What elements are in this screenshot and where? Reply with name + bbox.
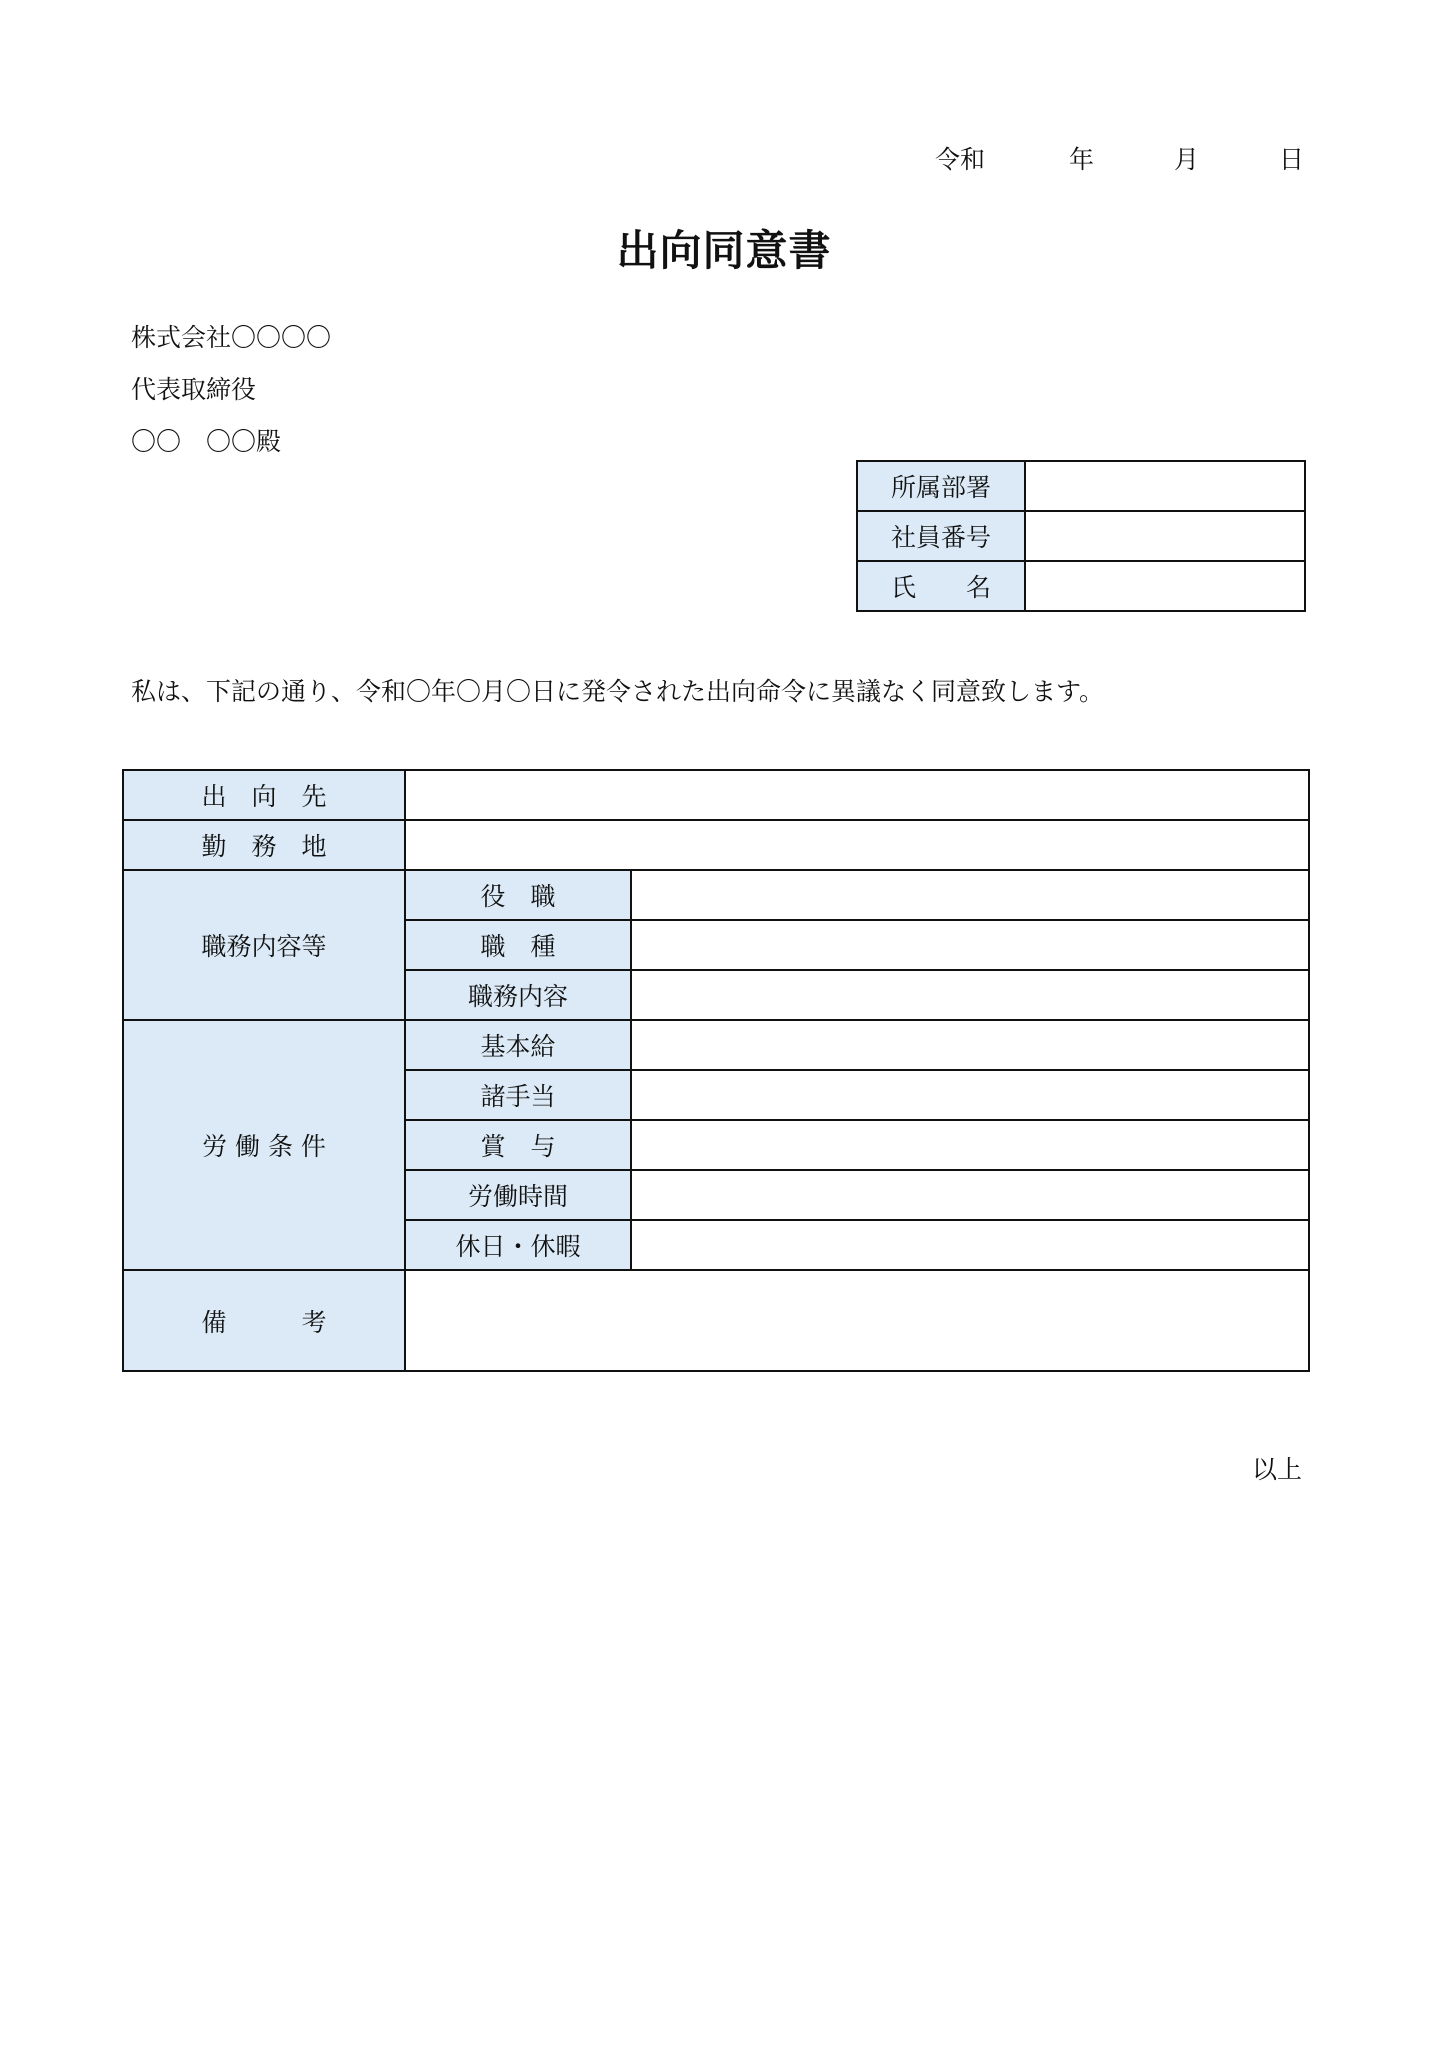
table-row	[123, 1020, 1309, 1070]
consent-statement: 私は、下記の通り、令和〇年〇月〇日に発令された出向命令に異議なく同意致します。	[131, 677, 1105, 706]
base-salary-field[interactable]	[631, 1020, 1309, 1070]
department-label: 所属部署	[857, 461, 1025, 511]
table-row	[857, 511, 1305, 561]
date-year: 年	[1068, 145, 1094, 174]
working-hours-label: 労働時間	[405, 1170, 631, 1220]
employee-number-field[interactable]	[1025, 511, 1305, 561]
table-row	[857, 461, 1305, 511]
closing-text: 以上	[1251, 1455, 1302, 1484]
table-row	[123, 770, 1309, 820]
table-row	[857, 561, 1305, 611]
addressee-company: 株式会社〇〇〇〇	[131, 323, 332, 352]
job-content-label: 職務内容	[405, 970, 631, 1020]
addressee-name: 〇〇 〇〇殿	[131, 427, 282, 456]
job-type-field[interactable]	[631, 920, 1309, 970]
date-day: 日	[1278, 145, 1304, 174]
table-row	[123, 820, 1309, 870]
destination-label: 出 向 先	[123, 770, 405, 820]
document-title: 出向同意書	[616, 226, 832, 275]
destination-field[interactable]	[405, 770, 1309, 820]
employee-info-table	[856, 460, 1306, 612]
job-content-field[interactable]	[631, 970, 1309, 1020]
conditions-group-label: 労 働 条 件	[123, 1020, 405, 1270]
name-label: 氏 名	[857, 561, 1025, 611]
remarks-label: 備 考	[123, 1270, 405, 1371]
holidays-field[interactable]	[631, 1220, 1309, 1270]
employee-number-label: 社員番号	[857, 511, 1025, 561]
bonus-field[interactable]	[631, 1120, 1309, 1170]
addressee-position: 代表取締役	[131, 375, 257, 404]
post-field[interactable]	[631, 870, 1309, 920]
secondment-details-table	[122, 769, 1310, 1372]
allowances-field[interactable]	[631, 1070, 1309, 1120]
bonus-label: 賞 与	[405, 1120, 631, 1170]
addressee-block	[131, 312, 331, 468]
date-line	[935, 140, 1304, 176]
post-label: 役 職	[405, 870, 631, 920]
allowances-label: 諸手当	[405, 1070, 631, 1120]
duties-group-label: 職務内容等	[123, 870, 405, 1020]
job-type-label: 職 種	[405, 920, 631, 970]
remarks-field[interactable]	[405, 1270, 1309, 1371]
department-field[interactable]	[1025, 461, 1305, 511]
base-salary-label: 基本給	[405, 1020, 631, 1070]
date-month: 月	[1173, 145, 1199, 174]
date-era: 令和	[934, 145, 985, 174]
name-field[interactable]	[1025, 561, 1305, 611]
holidays-label: 休日・休暇	[405, 1220, 631, 1270]
table-row	[123, 1270, 1309, 1371]
table-row	[123, 870, 1309, 920]
working-hours-field[interactable]	[631, 1170, 1309, 1220]
workplace-label: 勤 務 地	[123, 820, 405, 870]
workplace-field[interactable]	[405, 820, 1309, 870]
